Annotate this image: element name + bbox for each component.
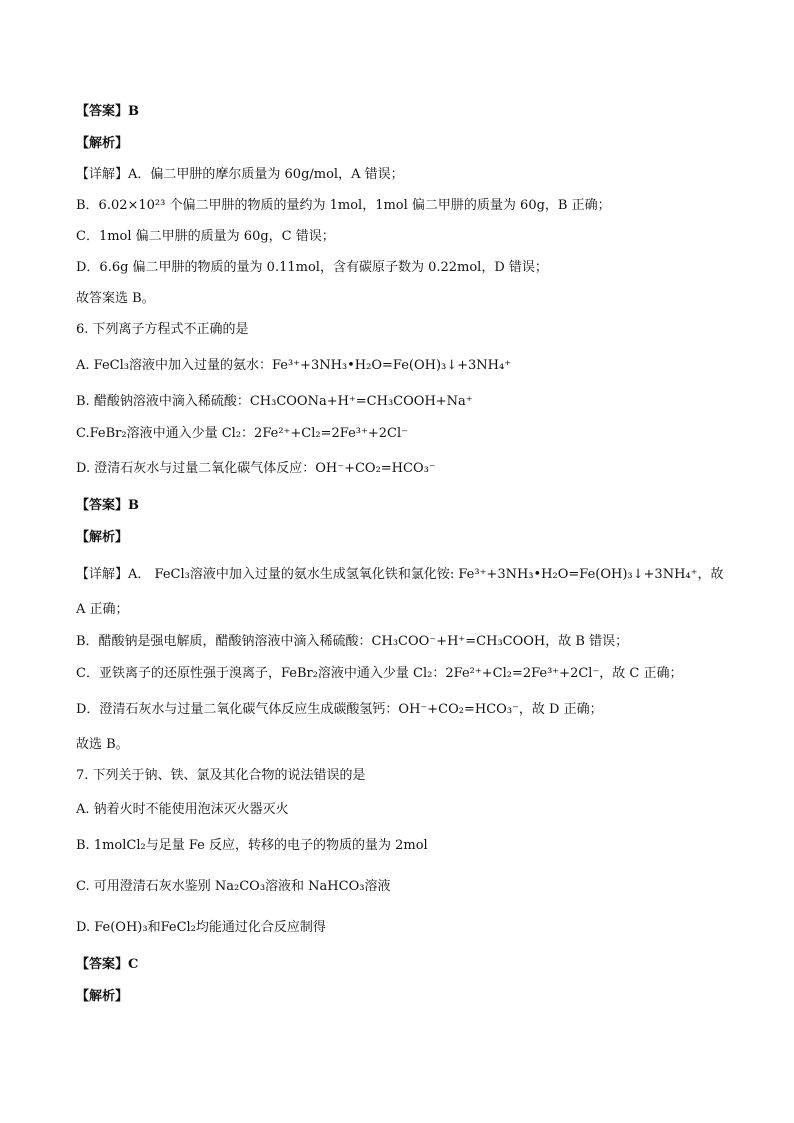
q7-option-d: D. Fe(OH)₃和FeCl₂均能通过化合反应制得 xyxy=(76,920,326,935)
q5-detail-line: C．1mol 偏二甲肼的质量为 60g，C 错误； xyxy=(76,229,335,244)
q6-detail-line: A 正确； xyxy=(76,602,129,617)
q7-option-b: B. 1molCl₂与足量 Fe 反应，转移的电子的物质的量为 2mol xyxy=(76,838,428,853)
q7-option-c: C. 可用澄清石灰水鉴别 Na₂CO₃溶液和 NaHCO₃溶液 xyxy=(76,879,391,894)
q6-detail-line: D．澄清石灰水与过量二氧化碳气体反应生成碳酸氢钙：OH⁻+CO₂=HCO₃⁻，故 D 正确； xyxy=(76,702,603,717)
q5-answer: 【答案】B xyxy=(76,104,139,119)
q7-option-a: A. 钠着火时不能使用泡沫灭火器灭火 xyxy=(76,802,289,817)
q6-option-b: B. 醋酸钠溶液中滴入稀硫酸：CH₃COONa+H⁺=CH₃COOH+Na⁺ xyxy=(76,394,473,409)
q6-option-c: C.FeBr₂溶液中通入少量 Cl₂：2Fe²⁺+Cl₂=2Fe³⁺+2Cl⁻ xyxy=(76,426,408,441)
q5-detail-line: D．6.6g 偏二甲肼的物质的量为 0.11mol，含有碳原子数为 0.22mol，D 错误； xyxy=(76,260,548,275)
q6-option-d: D. 澄清石灰水与过量二氧化碳气体反应：OH⁻+CO₂=HCO₃⁻ xyxy=(76,461,436,476)
q7-analysis-heading: 【解析】 xyxy=(76,989,129,1004)
q6-answer: 【答案】B xyxy=(76,498,139,513)
q5-detail-line: 【详解】A．偏二甲肼的摩尔质量为 60g/mol，A 错误； xyxy=(76,167,404,182)
q6-detail-line: C．亚铁离子的还原性强于溴离子，FeBr₂溶液中通入少量 Cl₂：2Fe²⁺+Cl₂=2Fe³⁺+2Cl⁻，故 C 正确； xyxy=(76,666,683,681)
q6-analysis-heading: 【解析】 xyxy=(76,530,129,545)
q7-stem: 7. 下列关于钠、铁、氯及其化合物的说法错误的是 xyxy=(76,768,366,783)
q6-detail-line: 故选 B。 xyxy=(76,737,129,752)
q6-option-a: A. FeCl₃溶液中加入过量的氨水：Fe³⁺+3NH₃•H₂O=Fe(OH)₃↓+3NH₄⁺ xyxy=(76,358,512,373)
q7-answer: 【答案】C xyxy=(76,957,139,972)
q6-detail-line: B．醋酸钠是强电解质，醋酸钠溶液中滴入稀硫酸：CH₃COO⁻+H⁺=CH₃COOH，故 B 错误； xyxy=(76,634,629,649)
q5-detail-line: 故答案选 B。 xyxy=(76,291,155,306)
q6-stem: 6. 下列离子方程式不正确的是 xyxy=(76,322,249,337)
q5-analysis-heading: 【解析】 xyxy=(76,136,129,151)
q5-detail-line: B．6.02×10²³ 个偏二甲肼的物质的量约为 1mol，1mol 偏二甲肼的质量为 60g，B 正确； xyxy=(76,198,611,213)
q6-detail-line: 【详解】A． FeCl₃溶液中加入过量的氨水生成氢氧化铁和氯化铵: Fe³⁺+3NH₃•H₂O=Fe(OH)₃↓+3NH₄⁺，故 xyxy=(76,567,724,582)
